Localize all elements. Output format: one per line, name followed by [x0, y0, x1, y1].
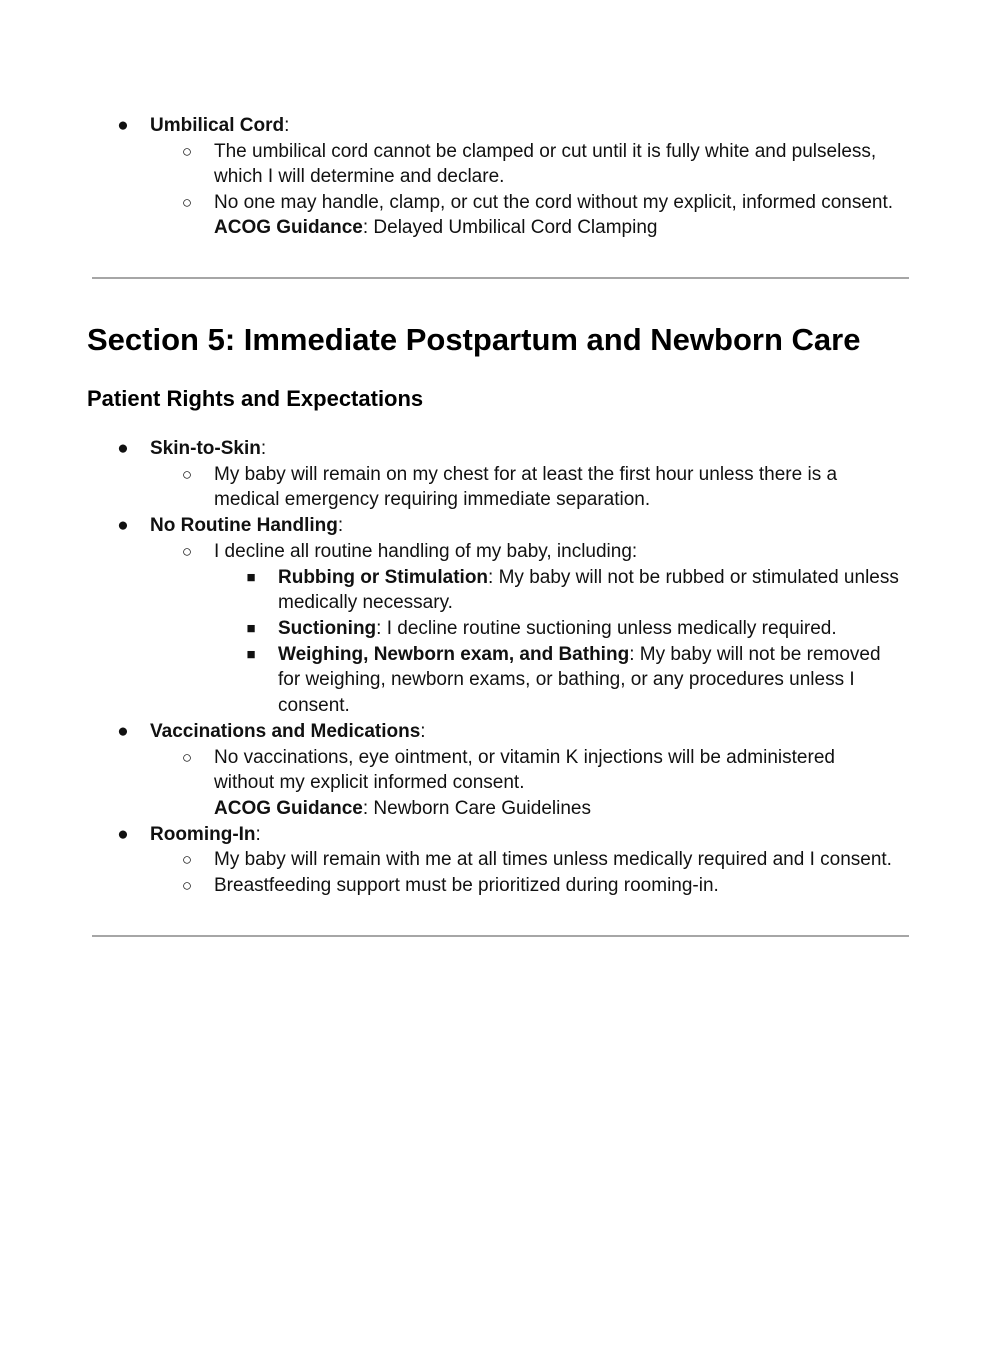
- bullet-rubbing: ■: [246, 569, 256, 586]
- horizontal-divider-bottom: [92, 935, 909, 937]
- umbilical-cord-colon: :: [284, 115, 290, 136]
- skin-item-1-line-1: My baby will remain on my chest for at least the first hour unless there is a: [214, 464, 838, 485]
- vacc-guidance-label: ACOG Guidance: [214, 798, 363, 819]
- weighing-text: : My baby will not be removed: [629, 644, 881, 665]
- vacc-guidance: [214, 796, 591, 822]
- umbilical-cord-title: Umbilical Cord: [150, 115, 285, 136]
- bullet-handling-intro: ○: [181, 542, 193, 561]
- vaccinations-colon: :: [420, 721, 426, 742]
- rooming-item-2: Breastfeeding support must be prioritized during rooming-in.: [214, 875, 719, 896]
- bullet-skin-item-1: ○: [181, 465, 193, 484]
- bullet-rooming-in: ●: [117, 824, 129, 845]
- rooming-in-title: Rooming-In: [150, 824, 256, 845]
- suctioning-text: : I decline routine suctioning unless medically required.: [376, 618, 837, 639]
- bullet-rooming-item-2: ○: [181, 876, 193, 895]
- bullet-skin-to-skin: ●: [117, 438, 129, 459]
- bullet-suctioning: ■: [246, 620, 256, 637]
- bullet-no-routine-handling: ●: [117, 515, 129, 536]
- skin-item-1-line-2: medical emergency requiring immediate separation.: [214, 489, 651, 510]
- bullet-vaccinations: ●: [117, 721, 129, 742]
- skin-to-skin-heading: [150, 436, 266, 462]
- rubbing-label: Rubbing or Stimulation: [278, 567, 489, 588]
- vaccinations-title: Vaccinations and Medications: [150, 721, 421, 742]
- no-routine-handling-title: No Routine Handling: [150, 515, 338, 536]
- section-5-title: Section 5: Immediate Postpartum and Newborn Care: [87, 322, 861, 357]
- weighing-label: Weighing, Newborn exam, and Bathing: [278, 644, 630, 665]
- vacc-guidance-text: : Newborn Care Guidelines: [362, 798, 591, 819]
- bullet-umbilical-cord: ●: [117, 115, 129, 136]
- weighing-line-2: for weighing, newborn exams, or bathing, or any procedures unless I: [278, 669, 855, 690]
- rubbing-line-2: medically necessary.: [278, 592, 453, 613]
- cord-guidance-text: : Delayed Umbilical Cord Clamping: [362, 217, 658, 238]
- rubbing-text: : My baby will not be rubbed or stimulated unless: [488, 567, 899, 588]
- weighing-line-3: consent.: [278, 695, 350, 716]
- bullet-weighing: ■: [246, 646, 256, 663]
- rooming-item-1: My baby will remain with me at all times unless medically required and I consent.: [214, 849, 892, 870]
- no-routine-handling-heading: [150, 513, 343, 539]
- no-routine-handling-colon: :: [337, 515, 344, 536]
- umbilical-cord-heading: [150, 113, 289, 139]
- vacc-item-1-line-2: without my explicit informed consent.: [214, 772, 525, 793]
- cord-item-1-line-2: which I will determine and declare.: [214, 166, 505, 187]
- weighing-line-1: [278, 642, 881, 668]
- skin-to-skin-title: Skin-to-Skin: [150, 438, 261, 459]
- cord-item-1-line-1: The umbilical cord cannot be clamped or cut until it is fully white and pulseless,: [214, 141, 877, 162]
- horizontal-divider-top: [92, 277, 909, 279]
- rooming-in-colon: :: [255, 824, 261, 845]
- suctioning-line: [278, 616, 837, 642]
- patient-rights-subtitle: Patient Rights and Expectations: [87, 386, 424, 411]
- vaccinations-heading: [150, 719, 426, 745]
- rubbing-line-1: [278, 565, 899, 591]
- bullet-cord-item-1: ○: [181, 142, 193, 161]
- suctioning-label: Suctioning: [278, 618, 377, 639]
- rooming-in-heading: [150, 822, 261, 848]
- cord-item-2-line-1: No one may handle, clamp, or cut the cord without my explicit, informed consent.: [214, 192, 894, 213]
- handling-intro: I decline all routine handling of my baby, including:: [214, 541, 638, 562]
- vacc-item-1-line-1: No vaccinations, eye ointment, or vitamin K injections will be administered: [214, 747, 835, 768]
- cord-guidance: [214, 215, 657, 241]
- skin-to-skin-colon: :: [260, 438, 267, 459]
- bullet-rooming-item-1: ○: [181, 850, 193, 869]
- bullet-vacc-item-1: ○: [181, 748, 193, 767]
- bullet-cord-item-2: ○: [181, 193, 193, 212]
- cord-guidance-label: ACOG Guidance: [214, 217, 363, 238]
